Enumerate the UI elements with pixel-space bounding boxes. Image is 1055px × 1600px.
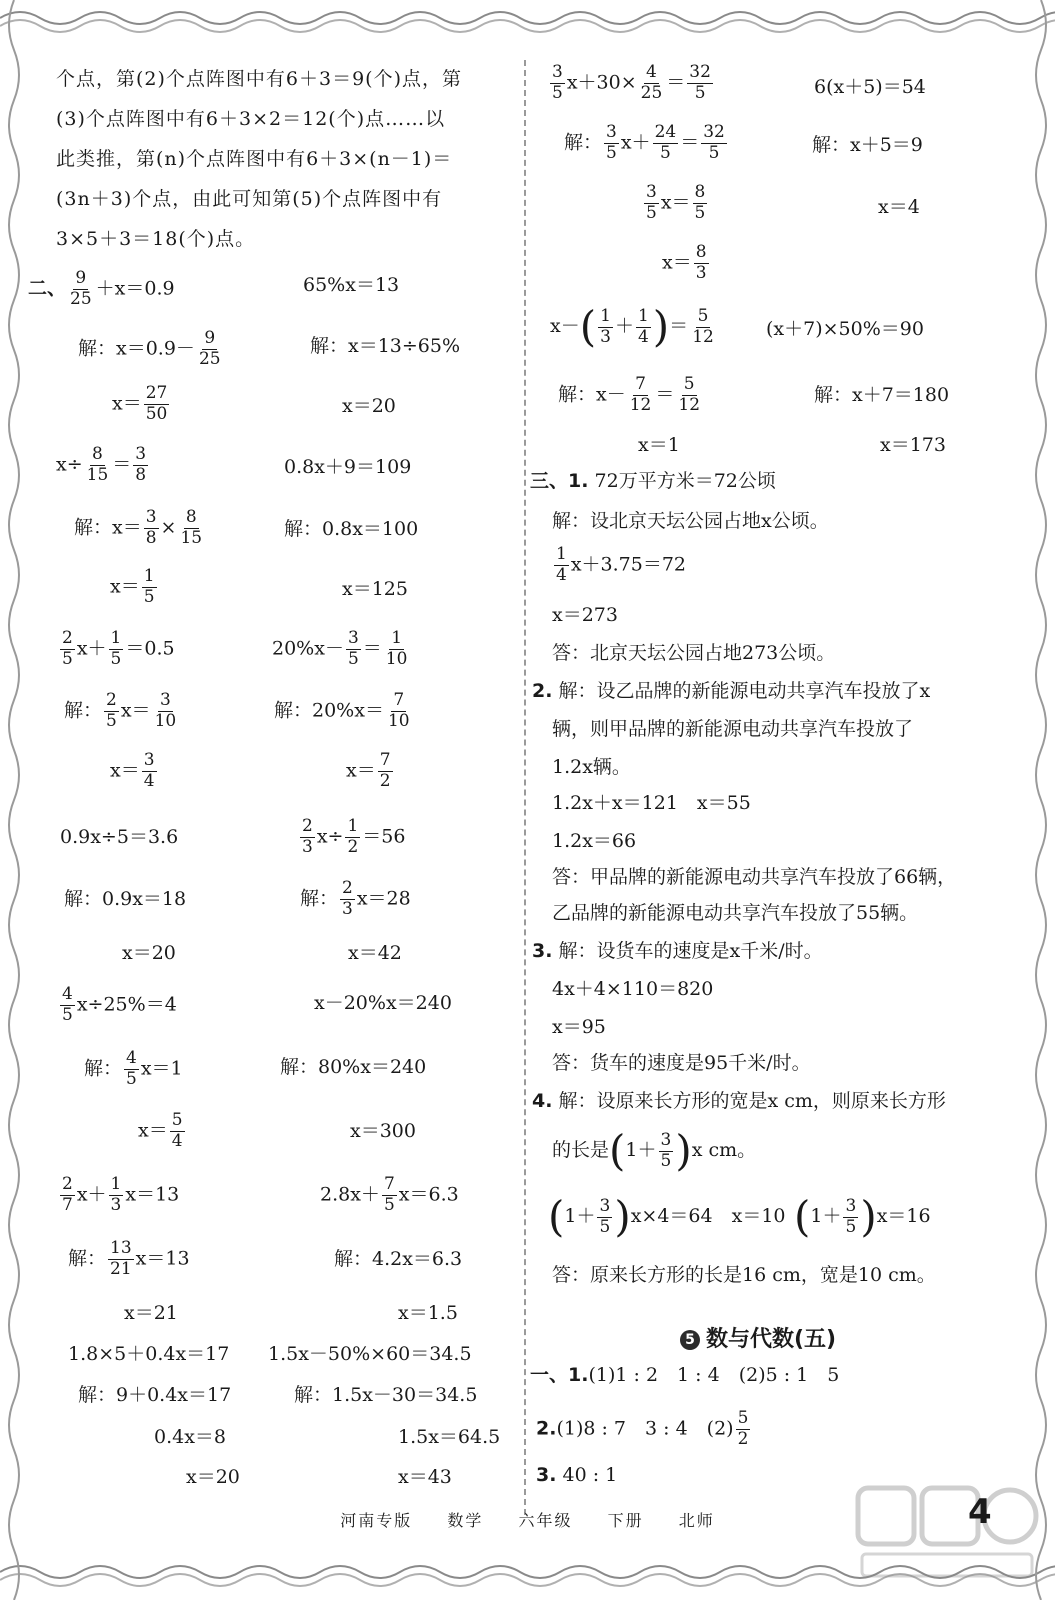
problem-2-line-4: 1.2x＋x＝121 x＝55: [552, 792, 751, 814]
para-line-3: 此类推，第(n)个点阵图中有6＋3×(n－1)＝: [56, 148, 453, 170]
problem-4-line-3: (1＋ $\frac{3}{5}$ )x×4＝64 x＝10: [548, 1192, 786, 1241]
problem-4-line-2: 的长是(1＋ $\frac{3}{5}$ )x cm。: [552, 1126, 757, 1175]
eq-c1: x÷ $\frac{8}{15}$ ＝ $\frac{3}{8}$: [56, 444, 147, 485]
eq-s7: x＝173: [880, 434, 946, 456]
problem-2-line-6: 答：甲品牌的新能源电动共享汽车投放了66辆，: [552, 866, 957, 888]
eq-s1: 6(x＋5)＝54: [814, 76, 926, 98]
para-line-4: (3n＋3)个点，由此可知第(5)个点阵图中有: [56, 188, 443, 210]
problem-number: 1.: [568, 470, 589, 492]
page-number: 4: [968, 1492, 992, 1532]
eq-r5: x－( $\frac{1}{3}$ ＋ $\frac{1}{4}$ )＝ $\frac{5}{12}$: [550, 302, 714, 351]
problem-3-line-2: 4x＋4×110＝820: [552, 978, 714, 1000]
eq-a2: 解：x＝0.9－ $\frac{9}{25}$: [78, 328, 221, 369]
eq-f1: 20%x－ $\frac{3}{5}$ ＝ $\frac{1}{10}$: [272, 628, 408, 669]
eq-i2: 解： $\frac{4}{5}$ x＝1: [84, 1048, 183, 1089]
para-line-2: (3)个点阵图中有6＋3×2＝12(个)点……以: [56, 108, 446, 130]
eq-j2: 解：80%x＝240: [280, 1056, 427, 1078]
eq-c2: 解：x＝ $\frac{3}{8}$ × $\frac{8}{15}$: [74, 507, 203, 548]
problem-2-line-7: 乙品牌的新能源电动共享汽车投放了55辆。: [552, 902, 919, 924]
problem-2-line-2: 辆，则甲品牌的新能源电动共享汽车投放了: [552, 718, 914, 740]
eq-g1: 0.9x÷5＝3.6: [60, 826, 179, 848]
eq-n3: 1.5x＝64.5: [398, 1426, 501, 1448]
eq-r3: $\frac{3}{5}$ x＝ $\frac{8}{5}$: [646, 182, 706, 223]
eq-r4: x＝ $\frac{8}{3}$: [662, 242, 707, 283]
problem-4-line-3b: (1＋ $\frac{3}{5}$ )x＝16: [794, 1192, 931, 1241]
eq-r7: x＝1: [638, 434, 680, 456]
eq-n2: 解：1.5x－30＝34.5: [294, 1384, 478, 1406]
eq-k3: x＝21: [124, 1302, 178, 1324]
eq-e1: $\frac{2}{5}$ x＋ $\frac{1}{5}$ ＝0.5: [62, 628, 175, 669]
eq-d3: x＝125: [342, 578, 408, 600]
eq-r2: 解： $\frac{3}{5}$ x＋ $\frac{24}{5}$ ＝ $\frac{32}{5}$: [564, 122, 725, 163]
wavy-border-right: [1029, 0, 1055, 1600]
section-2-label: 二、: [28, 277, 67, 300]
footer-publisher: 北师: [678, 1511, 715, 1530]
fraction: $\frac{9}{25}$: [70, 268, 92, 309]
wavy-border-top: [0, 0, 1055, 34]
eq-l2: 解：4.2x＝6.3: [334, 1248, 463, 1270]
eq-i1: $\frac{4}{5}$ x÷25%＝4: [62, 984, 177, 1025]
problem-2-line-3: 1.2x辆。: [552, 756, 631, 778]
problem-2-line-5: 1.2x＝66: [552, 830, 637, 852]
eq-f3: x＝ $\frac{7}{2}$: [346, 750, 391, 791]
eq-i3: x＝ $\frac{5}{4}$: [138, 1110, 183, 1151]
eq-e2: 解： $\frac{2}{5}$ x＝ $\frac{3}{10}$: [64, 690, 177, 731]
problem-1-line-3: $\frac{1}{4}$ x＋3.75＝72: [556, 544, 687, 585]
eq-b1: 65%x＝13: [303, 274, 400, 296]
problem-1-line-2: 解：设北京天坛公园占地x公顷。: [552, 510, 829, 532]
problem-3-line-1: 3. 解：设货车的速度是x千米/时。: [532, 940, 823, 962]
eq-c3: x＝ $\frac{1}{5}$: [110, 566, 155, 607]
q2-line: 2.(1)8 : 7 3 : 4 (2) $\frac{5}{2}$: [536, 1408, 749, 1449]
eq-l3: x＝1.5: [398, 1302, 458, 1324]
problem-1-line-5: 答：北京天坛公园占地273公顷。: [552, 642, 836, 664]
eq-j1: x－20%x＝240: [314, 992, 452, 1014]
eq-b2: 解：x＝13÷65%: [310, 335, 461, 357]
q3-line: 3. 40 : 1: [536, 1464, 618, 1486]
problem-2-line-1: 2. 解：设乙品牌的新能源电动共享汽车投放了x: [532, 680, 931, 702]
q1-line: 一、1.(1)1 : 2 1 : 4 (2)5 : 1 5: [530, 1364, 840, 1386]
eq-e3: x＝ $\frac{3}{4}$: [110, 750, 155, 791]
eq-m2: 解：9＋0.4x＝17: [78, 1384, 232, 1406]
problem-3-line-3: x＝95: [552, 1016, 606, 1038]
section-title: 5 数与代数(五): [680, 1322, 836, 1353]
eq-s5: (x＋7)×50%＝90: [766, 318, 924, 340]
problem-4-line-4: 答：原来长方形的长是16 cm，宽是10 cm。: [552, 1264, 936, 1286]
eq-n4: x＝43: [398, 1466, 452, 1488]
section-number-badge: 5: [680, 1330, 700, 1350]
eq-g2: 解：0.9x＝18: [64, 888, 187, 910]
problem-3-line-4: 答：货车的速度是95千米/时。: [552, 1052, 811, 1074]
eq-m1: 1.8×5＋0.4x＝17: [68, 1343, 230, 1365]
footer-volume: 下册: [607, 1511, 644, 1530]
eq-l1: 2.8x＋ $\frac{7}{5}$ x＝6.3: [320, 1174, 459, 1215]
eq-r1: $\frac{3}{5}$ x＋30× $\frac{4}{25}$ ＝ $\frac{32}{5}$: [552, 62, 711, 103]
problem-4-line-1: 4. 解：设原来长方形的宽是x cm，则原来长方形: [532, 1090, 946, 1112]
eq-m4: x＝20: [186, 1466, 240, 1488]
eq-m3: 0.4x＝8: [154, 1426, 227, 1448]
column-divider: [524, 60, 526, 1515]
eq-h2: 解： $\frac{2}{3}$ x＝28: [300, 878, 411, 919]
problem-1-line-1: 三、1. 72万平方米＝72公顷: [530, 470, 776, 492]
problem-1-line-4: x＝273: [552, 604, 618, 626]
eq-g3: x＝20: [122, 942, 176, 964]
eq-k1: $\frac{2}{7}$ x＋ $\frac{1}{3}$ x＝13: [62, 1174, 180, 1215]
footer-subject: 数学: [447, 1511, 484, 1530]
para-line-5: 3×5＋3＝18(个)点。: [56, 228, 256, 250]
eq-j3: x＝300: [350, 1120, 416, 1142]
watermark-logo-icon: [852, 1478, 1042, 1588]
eq-b3: x＝20: [342, 395, 396, 417]
eq-d1: 0.8x＋9＝109: [284, 456, 412, 478]
eq-d2: 解：0.8x＝100: [284, 518, 419, 540]
eq-h3: x＝42: [348, 942, 402, 964]
eq-h1: $\frac{2}{3}$ x÷ $\frac{1}{2}$ ＝56: [302, 816, 406, 857]
eq-a1: 二、 $\frac{9}{25}$ ＋x＝0.9: [28, 268, 175, 309]
eq-r6: 解：x－ $\frac{7}{12}$ ＝ $\frac{5}{12}$: [558, 374, 701, 415]
footer-edition: 河南专版: [340, 1511, 413, 1530]
section-3-label: 三、: [530, 470, 569, 492]
para-line-1: 个点，第(2)个点阵图中有6＋3＝9(个)点，第: [56, 68, 463, 90]
wavy-border-left: [0, 0, 26, 1600]
footer-grade: 六年级: [518, 1511, 573, 1530]
eq-n1: 1.5x－50%×60＝34.5: [268, 1343, 472, 1365]
eq-k2: 解： $\frac{13}{21}$ x＝13: [68, 1238, 190, 1279]
eq-s6: 解：x＋7＝180: [814, 384, 950, 406]
eq-s3: x＝4: [878, 196, 920, 218]
eq-a3: x＝ $\frac{27}{50}$: [112, 383, 168, 424]
eq-s2: 解：x＋5＝9: [812, 134, 923, 156]
eq-f2: 解：20%x＝ $\frac{7}{10}$: [274, 690, 410, 731]
